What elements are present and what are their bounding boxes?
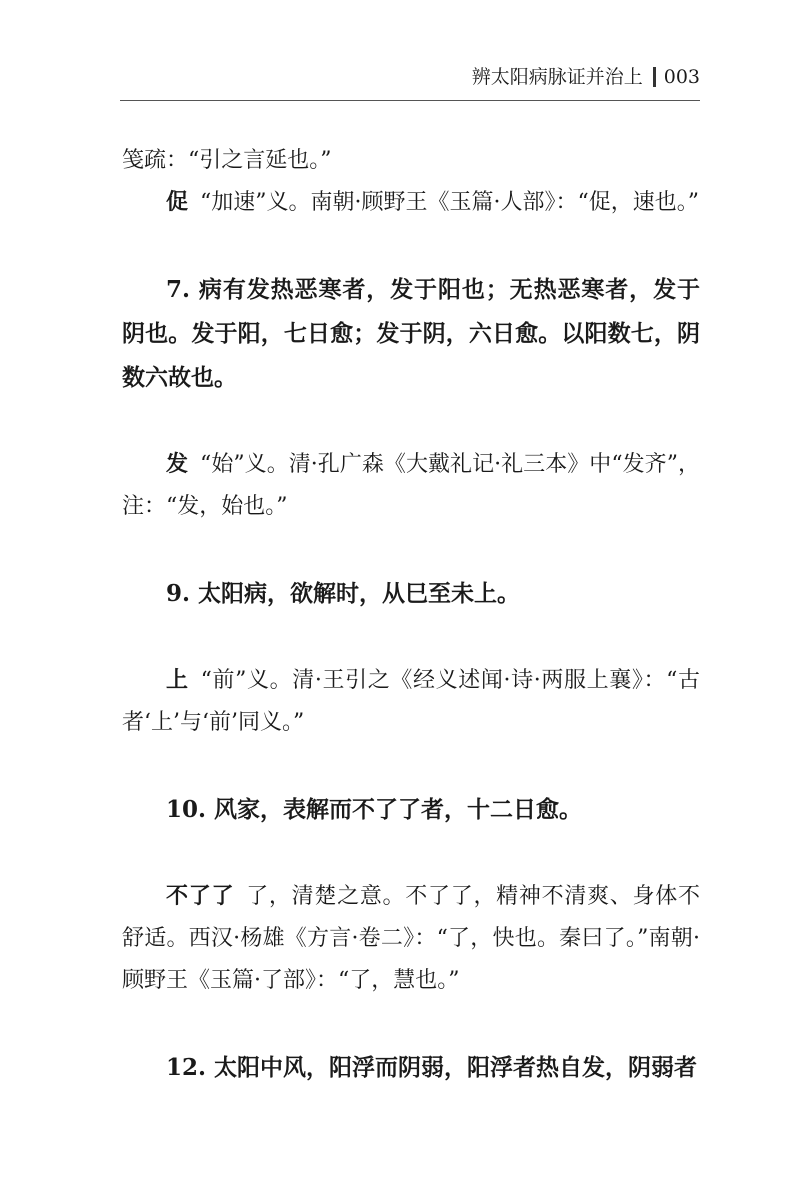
header-rule [120,100,700,101]
running-header [472,62,700,92]
annotation-buliaoliao [122,876,700,1002]
annotation-term: 发 [166,452,189,477]
annotation-term: 促 [166,190,189,215]
clause-9: 9. 太阳病，欲解时，从巳至未上。 [166,580,521,607]
clause-12: 12. 太阳中风，阳浮而阴弱，阳浮者热自发，阴弱者 [166,1054,698,1081]
annotation-text: “加速”义。南朝·顾野王《玉篇·人部》：“促，速也。” [200,190,699,215]
annotation-shang [122,660,700,744]
annotation-fa [122,444,700,528]
annotation-text: “前”义。清·王引之《经义述闻·诗·两服上襄》：“古者‘上’与‘前’同义。” [122,668,700,735]
chapter-title: 辨太阳病脉证并治上 [471,66,643,88]
annotation-term: 上 [166,668,189,693]
page-body [122,140,700,1090]
clause-7: 7. 病有发热恶寒者，发于阳也；无热恶寒者，发于阴也。发于阳，七日愈；发于阴，六日愈。以阳数七，阴数六故也。 [122,276,700,391]
annotation-text: “始”义。清·孔广森《大戴礼记·礼三本》中“发齐”，注：“发，始也。” [122,452,700,519]
annotation-text: 了，清楚之意。不了了，精神不清爽、身体不舒适。西汉·杨雄《方言·卷二》：“了，快也。秦曰了。”南朝·顾野王《玉篇·了部》：“了，慧也。” [122,884,700,993]
page-number: 003 [663,66,700,88]
annotation-cu [122,182,700,224]
header-separator [653,67,656,87]
clause-10: 10. 风家，表解而不了了者，十二日愈。 [166,796,583,823]
annotation-term: 不了了 [166,884,235,909]
annotation-continuation: 笺疏：“引之言延也。” [122,148,332,173]
